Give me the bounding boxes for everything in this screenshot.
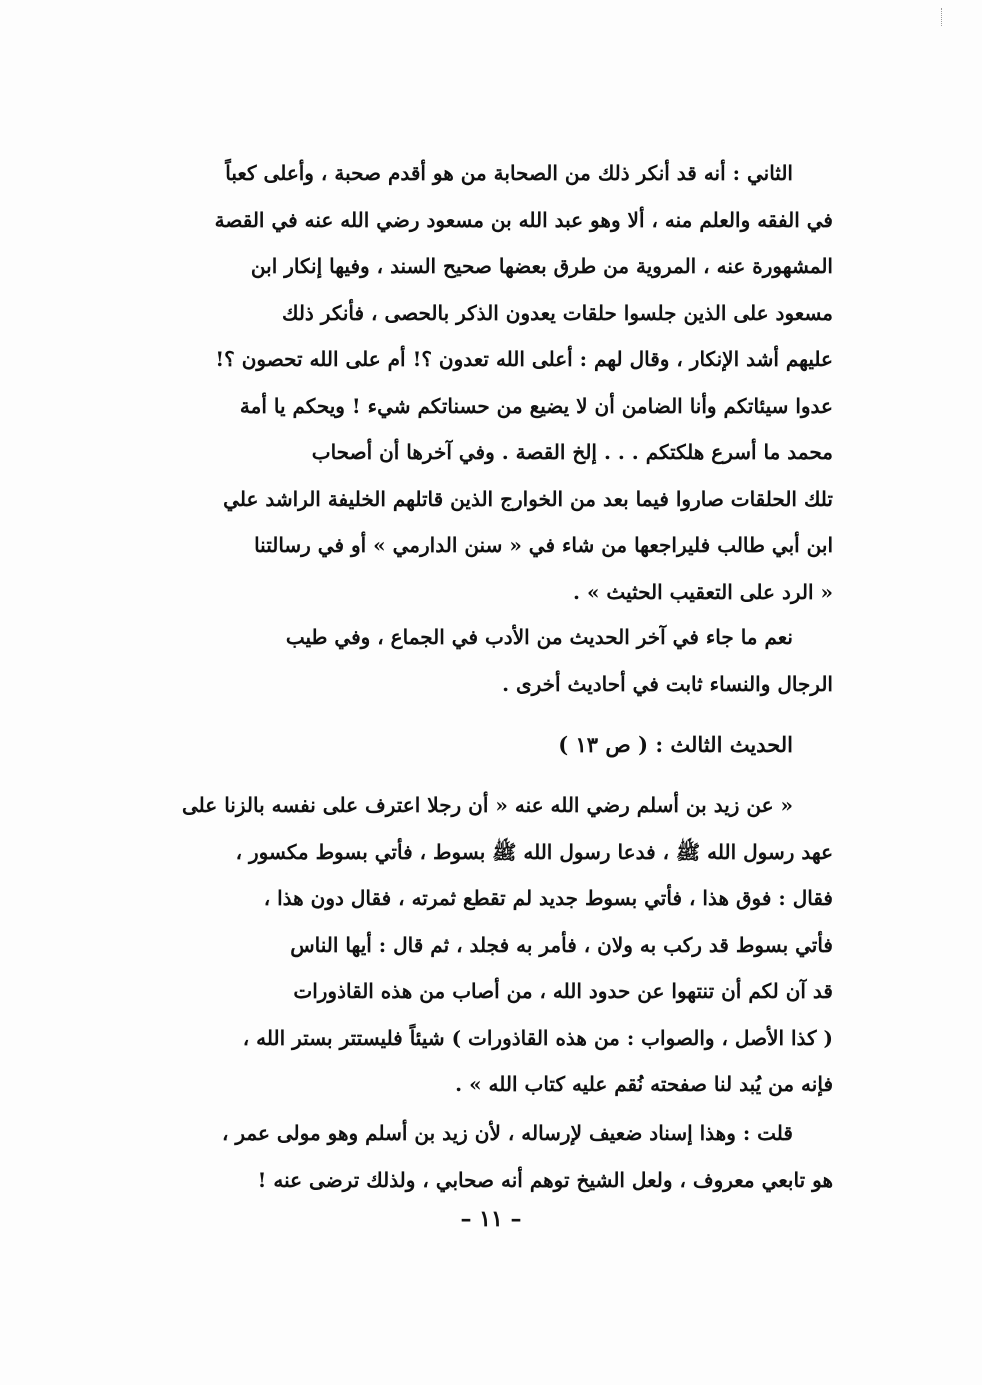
paragraph-second-point: [178, 150, 833, 615]
paragraph-text: قلت : وهذا إسناد ضعيف لإرساله ، لأن زيد بن أسلم وهو مولى عمر ، هو تابعي معروف ، ولعل الشيخ توهم أنه صحابي ، ولذلك ترضى عنه !: [221, 1121, 833, 1192]
paragraph-hadith-quote: [178, 782, 833, 1108]
page-number: – ١١ –: [460, 1206, 522, 1232]
section-heading: الحديث الثالث : ( ص ١٣ ): [558, 732, 793, 757]
scan-mark: [941, 8, 944, 26]
paragraph-note: [178, 614, 833, 707]
paragraph-text: الثاني : أنه قد أنكر ذلك من الصحابة من هو أقدم صحبة ، وأعلى كعباً في الفقه والعلم منه ، ألا وهو عبد الله بن مسعود رضي الله عنه في القصة المشهورة عنه ، المروية من طرق بعضها صحيح السند ، وفيها إنكار ابن مسعود على الذين جلسوا حلقات يعدون الذكر بالحصى ، فأنكر ذلك عليهم أشد الإنكار ، وقال لهم : أعلى الله تعدون ؟! أم على الله تحصون ؟! عدوا سيئاتكم وأنا الضامن أن لا يضيع من حسناتكم شيء ! ويحكم يا أمة محمد ما أسرع هلكتكم . . . إلخ القصة . وفي آخرها أن أصحاب تلك الحلقات صاروا فيما بعد من الخوارج الذين قاتلهم الخليفة الراشد علي ابن أبي طالب فليراجعها من شاء في « سنن الدارمي » أو في رسالتنا « الرد على التعقيب الحثيث » .: [214, 161, 833, 604]
paragraph-text: « عن زيد بن أسلم رضي الله عنه « أن رجلا اعترف على نفسه بالزنا على عهد رسول الله ﷺ ، فدعا رسول الله ﷺ بسوط ، فأتي بسوط مكسور ، فقال : فوق هذا ، فأتي بسوط جديد لم تقطع ثمرته ، فقال دون هذا ، فأتي بسوط قد ركب به ولان ، فأمر به فجلد ، ثم قال : أيها الناس قد آن لكم أن تنتهوا عن حدود الله ، من أصاب من هذه القاذورات ( كذا الأصل ، والصواب : من هذه القاذورات ) شيئاً فليستتر بستر الله ، فإنه من يُبد لنا صفحته نُقم عليه كتاب الله » .: [182, 793, 833, 1096]
paragraph-commentary: [178, 1110, 833, 1203]
paragraph-text: نعم ما جاء في آخر الحديث من الأدب في الجماع ، وفي طيب الرجال والنساء ثابت في أحاديث أخرى .: [285, 625, 833, 696]
